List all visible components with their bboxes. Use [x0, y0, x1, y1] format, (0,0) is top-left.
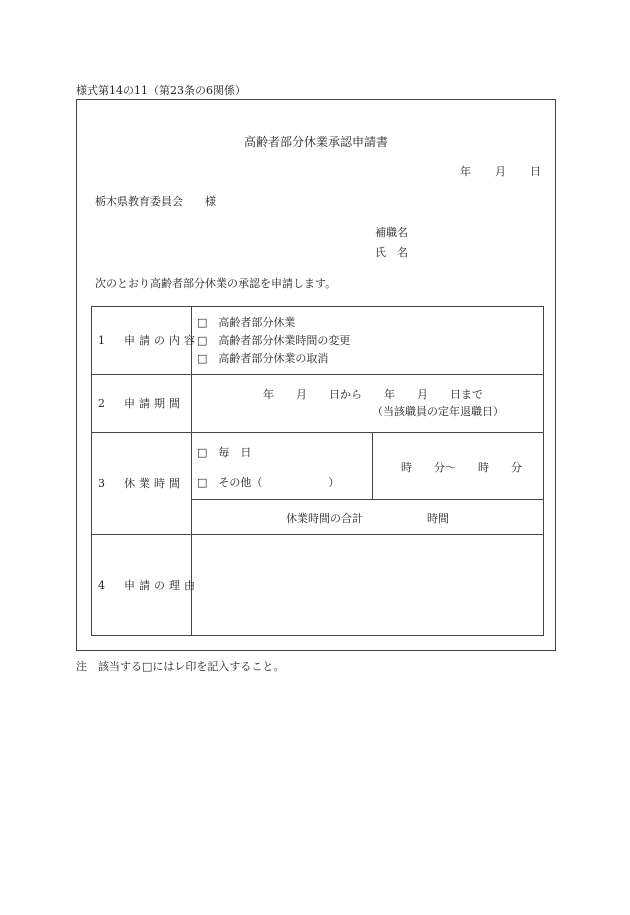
- row-label-period: 2 申請期間: [98, 397, 184, 410]
- option-label: その他（ ）: [218, 476, 340, 489]
- checkbox-daily[interactable]: [197, 447, 251, 458]
- period-retirement-note: （当該職員の定年退職日）: [372, 405, 504, 418]
- checkbox-icon[interactable]: □: [197, 334, 208, 347]
- hours-total-label: 休業時間の合計: [286, 512, 363, 525]
- name-label: 氏 名: [375, 246, 408, 259]
- option-label: 高齢者部分休業の取消: [218, 352, 329, 365]
- option-label: 毎 日: [218, 446, 252, 459]
- application-form: [76, 99, 556, 651]
- row-divider-3: [92, 534, 543, 535]
- row-label-reason: 4 申請の理由: [98, 579, 199, 592]
- hours-subrow-divider: [191, 499, 543, 500]
- footnote: 注 該当する□にはレ印を記入すること。: [76, 660, 285, 673]
- checkbox-icon[interactable]: □: [197, 316, 208, 329]
- checkbox-icon[interactable]: □: [197, 446, 208, 459]
- row-divider-2: [92, 432, 543, 433]
- form-title: 高齢者部分休業承認申請書: [243, 135, 388, 149]
- row-label-hours: 3 休業時間: [98, 477, 184, 490]
- checkbox-option-1[interactable]: [197, 317, 295, 328]
- checkbox-icon[interactable]: □: [197, 476, 208, 489]
- reason-input-area[interactable]: [193, 536, 542, 634]
- option-label: 高齢者部分休業: [218, 316, 296, 329]
- checkbox-option-3[interactable]: [197, 353, 328, 364]
- hours-time-range: 時 分～ 時 分: [401, 461, 522, 474]
- option-label: 高齢者部分休業時間の変更: [218, 334, 351, 347]
- date-year-label: 年: [460, 165, 471, 178]
- date-month-label: 月: [495, 165, 506, 178]
- hours-total-unit: 時間: [427, 512, 449, 525]
- application-table: [91, 306, 544, 636]
- hours-column-divider: [372, 432, 373, 499]
- form-number: 様式第14の11（第23条の6関係）: [76, 84, 246, 97]
- row-label-content: 1 申請の内容: [98, 334, 199, 347]
- intro-text: 次のとおり高齢者部分休業の承認を申請します。: [95, 277, 337, 290]
- checkbox-other[interactable]: [197, 477, 339, 488]
- position-label: 補職名: [375, 226, 408, 239]
- addressee: 栃木県教育委員会 様: [95, 195, 216, 208]
- row-divider-1: [92, 374, 543, 375]
- checkbox-icon[interactable]: □: [197, 352, 208, 365]
- date-day-label: 日: [530, 165, 541, 178]
- period-date-range: 年 月 日から 年 月 日まで: [263, 388, 483, 401]
- checkbox-option-2[interactable]: [197, 335, 350, 346]
